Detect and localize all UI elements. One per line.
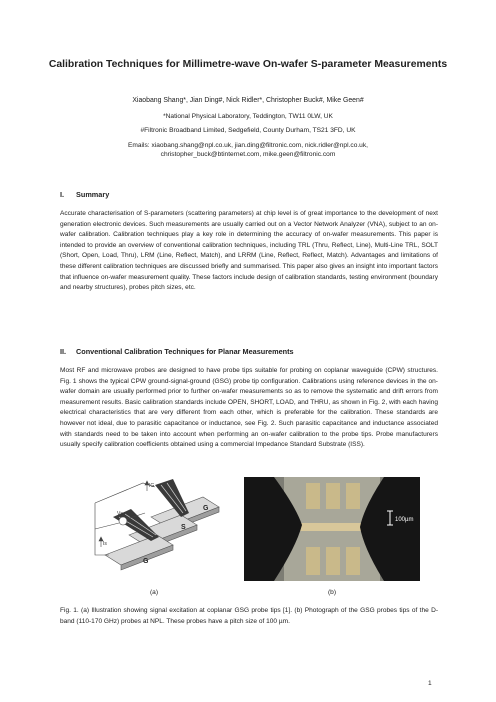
emails-line-1: Emails: xiaobang.shang@npl.co.uk, jian.ding@filtronic.com, nick.ridler@npl.co.uk,: [128, 142, 368, 149]
label-g-bottom: G: [143, 558, 149, 565]
emails-line-2: christopher_buck@btinternet.com, mike.geen@filtronic.com: [160, 151, 336, 159]
label-g-top: G: [203, 505, 209, 512]
figure-label-b: (b): [327, 589, 337, 596]
section-number: I.: [60, 190, 65, 199]
figure-1a-probe-diagram: [85, 477, 225, 581]
label-is: Is: [103, 541, 107, 547]
affiliation-npl: *National Physical Laboratory, Teddington, TW11 0LW, UK: [163, 113, 333, 120]
conventional-paragraph: Most RF and microwave probes are designed to have probe tips suitable for probing on coplanar waveguide (CPW) structures. Fig. 1 shows the typical CPW ground-signal-ground (GSG) probe tip configuration. Calibrations using reference devices in the on-wafer domain are usually performed prior to further on-wafer measurements so as to remove the systematic and drift errors from measurement results. Basic calibration standards include OPEN, SHORT, LOAD, and THRU, as shown in Fig. 2, with each having electrical characteristics that are very different from each other, which is preferable for the calibration. These standards are however not ideal, due to parasitic capacitance or inductance, see Fig. 2. Such parasitic capacitance and inductance associated with standards need to be taken into account when performing an on-wafer calibration to the probe tips. Probe manufacturers usually specify calibration coefficients obtained using a commercial Impedance Standard Substrate (ISS).: [60, 367, 438, 449]
label-s: S: [181, 524, 186, 531]
section-number: II.: [60, 347, 67, 356]
author-list: Xiaobang Shang*, Jian Ding#, Nick Ridler*, Christopher Buck#, Mike Geen#: [132, 97, 364, 104]
section-heading-conventional: [60, 347, 294, 356]
label-vs: Vs: [117, 511, 123, 517]
section-heading-summary: [60, 190, 109, 199]
summary-paragraph: Accurate characterisation of S-parameters (scattering parameters) at chip level is of great importance to the development of next generation electronic devices. Such measurements are usually carried out on a Vector Network Analyzer (VNA), subject to an on-wafer calibration. Calibration techniques play a key role in determining the accuracy of on-wafer measurements. This paper is intended to provide an overview of conventional calibration techniques, including TRL (Thru, Reflect, Line), Multi-Line TRL, SOLT (Short, Open, Load, Thru), LRM (Line, Reflect, Match), and LRRM (Line, Reflect, Reflect, Match). Advantages and limitations of these different calibration techniques are discussed briefly and summarised. This paper also gives an insight into important factors that influence on-wafer measurement quality. These factors include design of calibration standards, testing environment (boundary and nearby structures), probes pitch sizes, etc.: [60, 210, 438, 292]
paper-title: Calibration Techniques for Millimetre-wave On-wafer S-parameter Measurements: [48, 59, 448, 70]
affiliation-filtronic: #Filtronic Broadband Limited, Sedgefield, County Durham, TS21 3FD, UK: [140, 127, 356, 134]
scale-bar-label: 100µm: [395, 517, 414, 523]
page-number: 1: [428, 680, 432, 687]
probe-photo-svg: [244, 477, 420, 581]
label-ig: IG: [149, 483, 155, 489]
probe-diagram-svg: [85, 477, 225, 581]
section-title: Conventional Calibration Techniques for Planar Measurements: [76, 347, 294, 356]
figure-1b-probe-photo: [244, 477, 420, 581]
figure-label-a: (a): [149, 589, 159, 596]
figure-1-caption: Fig. 1. (a) Illustration showing signal excitation at coplanar GSG probe tips [1]. (b) Photograph of the GSG probes tips of the D-band (110-170 GHz) probes at NPL. These probes have a pitch size of 100 µm.: [60, 607, 438, 625]
author-emails: [40, 141, 456, 159]
section-title: Summary: [76, 190, 110, 199]
